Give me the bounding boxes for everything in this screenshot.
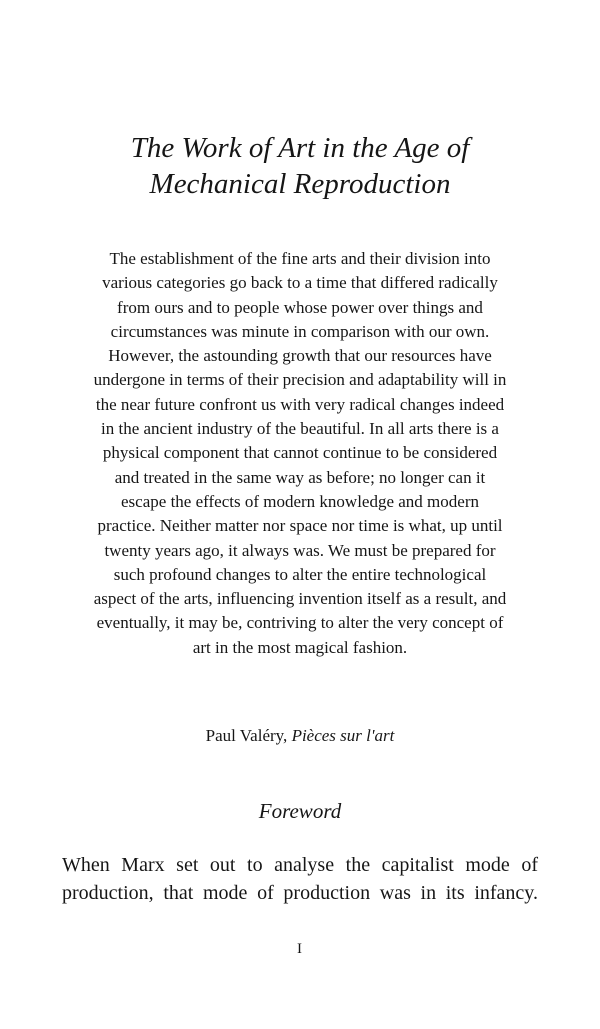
- epigraph-line: aspect of the arts, influencing invention itself as a result, and: [93, 589, 507, 609]
- epigraph-line: various categories go back to a time that differed radically: [102, 273, 498, 293]
- epigraph-line: eventually, it may be, contriving to alter the very concept of: [96, 613, 504, 633]
- body-line: production, that mode of production was in its infancy.: [62, 882, 538, 904]
- epigraph-line: The establishment of the fine arts and their division into: [109, 249, 491, 268]
- epigraph-line: twenty years ago, it always was. We must be prepared for: [104, 540, 496, 560]
- epigraph-quote: [60, 247, 540, 660]
- epigraph-line: escape the effects of modern knowledge and modern: [121, 491, 479, 511]
- epigraph-author: Paul Valéry,: [205, 726, 292, 745]
- epigraph-line: However, the astounding growth that our resources have: [108, 346, 492, 366]
- epigraph-attribution: [60, 724, 540, 748]
- foreword-paragraph: [62, 851, 538, 907]
- epigraph-line: and treated in the same way as before; no longer can it: [114, 467, 486, 487]
- epigraph-line: from ours and to people whose power over things and: [117, 297, 483, 317]
- epigraph-line: the near future confront us with very radical changes indeed: [95, 394, 505, 414]
- chapter-title-line: Mechanical Reproduction: [149, 168, 451, 200]
- epigraph-line: circumstances was minute in comparison with our own.: [110, 321, 490, 341]
- body-line: When Marx set out to analyse the capitalist mode of: [62, 854, 538, 876]
- epigraph-source: Pièces sur l'art: [291, 726, 395, 745]
- epigraph-line: art in the most magical fashion.: [192, 637, 408, 657]
- foreword-heading: Foreword: [258, 799, 342, 823]
- epigraph-line: practice. Neither matter nor space nor time is what, up until: [97, 516, 503, 536]
- epigraph-line: undergone in terms of their precision and adaptability will in: [93, 370, 507, 390]
- chapter-title-line: The Work of Art in the Age of: [130, 132, 470, 164]
- chapter-title: [40, 130, 560, 202]
- epigraph-line: physical component that cannot continue to be considered: [102, 443, 498, 463]
- epigraph-line: such profound changes to alter the entire technological: [113, 564, 487, 584]
- page-number: I: [297, 941, 303, 957]
- epigraph-line: in the ancient industry of the beautiful. In all arts there is a: [101, 419, 499, 439]
